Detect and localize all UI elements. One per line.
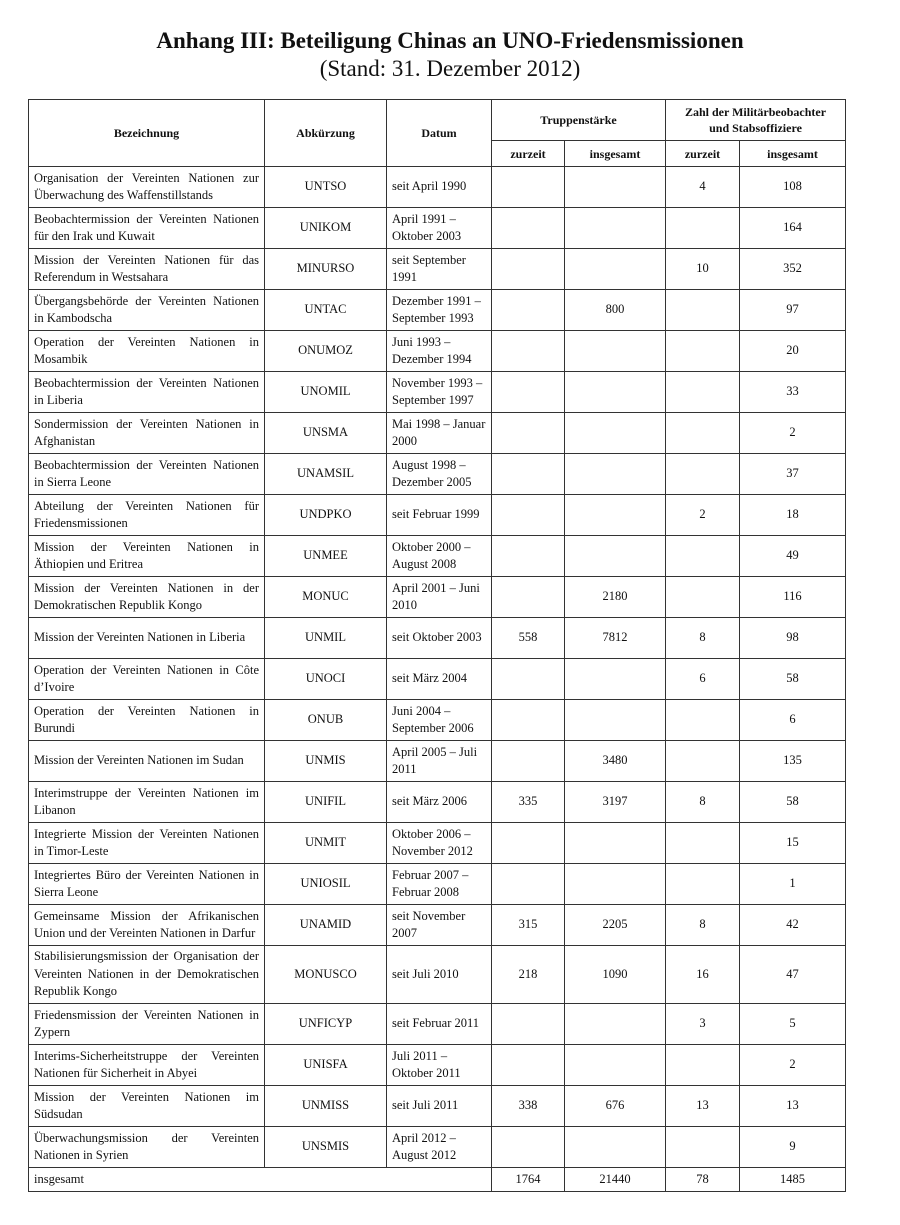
row-beobachter-zurzeit: 16	[666, 946, 740, 1004]
row-name: Mission der Vereinten Nationen in Äthiopien und Eritrea	[29, 536, 265, 577]
row-name: Abteilung der Vereinten Nationen für Friedensmissionen	[29, 495, 265, 536]
row-truppen-zurzeit: 315	[492, 905, 565, 946]
row-truppen-insgesamt: 3480	[565, 741, 666, 782]
row-abbreviation: UNMIL	[265, 618, 387, 659]
row-name: Überwachungsmission der Vereinten Nationen in Syrien	[29, 1127, 265, 1168]
row-truppen-insgesamt	[565, 1045, 666, 1086]
row-date: April 2005 – Juli 2011	[387, 741, 492, 782]
row-date: seit April 1990	[387, 167, 492, 208]
header-militaerbeobachter-line1: Zahl der Militärbeobachter	[684, 105, 827, 119]
row-date: seit Juli 2010	[387, 946, 492, 1004]
header-bezeichnung: Bezeichnung	[29, 100, 265, 167]
row-beobachter-zurzeit: 8	[666, 905, 740, 946]
row-beobachter-insgesamt: 97	[740, 290, 846, 331]
row-beobachter-zurzeit	[666, 823, 740, 864]
row-name: Stabilisierungsmission der Organisation der Vereinten Nationen in der Demokratischen Republik Kongo	[29, 946, 265, 1004]
row-truppen-zurzeit: 218	[492, 946, 565, 1004]
row-date: April 2012 – August 2012	[387, 1127, 492, 1168]
row-truppen-zurzeit	[492, 823, 565, 864]
row-date: seit Februar 2011	[387, 1004, 492, 1045]
row-name: Integriertes Büro der Vereinten Nationen in Sierra Leone	[29, 864, 265, 905]
row-beobachter-insgesamt: 13	[740, 1086, 846, 1127]
row-truppen-insgesamt	[565, 700, 666, 741]
table-row	[29, 659, 846, 700]
row-abbreviation: UNMISS	[265, 1086, 387, 1127]
row-name: Mission der Vereinten Nationen in der Demokratischen Republik Kongo	[29, 577, 265, 618]
row-truppen-zurzeit	[492, 536, 565, 577]
row-date: Oktober 2006 – November 2012	[387, 823, 492, 864]
row-beobachter-zurzeit: 10	[666, 249, 740, 290]
row-truppen-zurzeit	[492, 167, 565, 208]
row-abbreviation: UNIFIL	[265, 782, 387, 823]
row-truppen-insgesamt	[565, 864, 666, 905]
table-row	[29, 1004, 846, 1045]
row-beobachter-insgesamt: 116	[740, 577, 846, 618]
row-truppen-insgesamt	[565, 536, 666, 577]
row-beobachter-zurzeit: 8	[666, 618, 740, 659]
row-beobachter-insgesamt: 135	[740, 741, 846, 782]
row-date: Juli 2011 – Oktober 2011	[387, 1045, 492, 1086]
row-beobachter-insgesamt: 6	[740, 700, 846, 741]
row-date: seit Oktober 2003	[387, 618, 492, 659]
row-truppen-insgesamt	[565, 372, 666, 413]
row-beobachter-zurzeit: 3	[666, 1004, 740, 1045]
table-row	[29, 577, 846, 618]
row-name: Interims-Sicherheitstruppe der Vereinten Nationen für Sicherheit in Abyei	[29, 1045, 265, 1086]
header-datum: Datum	[387, 100, 492, 167]
row-truppen-zurzeit	[492, 1127, 565, 1168]
row-date: seit September 1991	[387, 249, 492, 290]
header-truppenstaerke: Truppenstärke	[492, 100, 666, 141]
row-truppen-zurzeit	[492, 454, 565, 495]
row-beobachter-insgesamt: 58	[740, 782, 846, 823]
total-truppen-zurzeit: 1764	[492, 1168, 565, 1192]
row-truppen-insgesamt	[565, 823, 666, 864]
row-beobachter-zurzeit: 2	[666, 495, 740, 536]
row-name: Sondermission der Vereinten Nationen in Afghanistan	[29, 413, 265, 454]
row-abbreviation: UNMIT	[265, 823, 387, 864]
row-truppen-insgesamt: 1090	[565, 946, 666, 1004]
row-beobachter-zurzeit	[666, 864, 740, 905]
row-date: Juni 1993 – Dezember 1994	[387, 331, 492, 372]
row-truppen-zurzeit	[492, 372, 565, 413]
row-truppen-insgesamt	[565, 454, 666, 495]
row-beobachter-insgesamt: 164	[740, 208, 846, 249]
row-beobachter-zurzeit	[666, 372, 740, 413]
header-row-top	[29, 100, 846, 141]
header-militaerbeobachter	[666, 100, 846, 141]
row-abbreviation: UNAMSIL	[265, 454, 387, 495]
row-date: April 1991 – Oktober 2003	[387, 208, 492, 249]
document-subtitle: (Stand: 31. Dezember 2012)	[319, 56, 581, 81]
row-truppen-insgesamt: 800	[565, 290, 666, 331]
table-row	[29, 618, 846, 659]
row-beobachter-zurzeit	[666, 700, 740, 741]
row-date: November 1993 – September 1997	[387, 372, 492, 413]
row-truppen-insgesamt: 2180	[565, 577, 666, 618]
row-date: Dezember 1991 – September 1993	[387, 290, 492, 331]
row-abbreviation: UNDPKO	[265, 495, 387, 536]
row-abbreviation: UNIKOM	[265, 208, 387, 249]
table-row	[29, 290, 846, 331]
row-truppen-insgesamt: 3197	[565, 782, 666, 823]
total-truppen-insgesamt: 21440	[565, 1168, 666, 1192]
row-beobachter-zurzeit: 4	[666, 167, 740, 208]
row-beobachter-insgesamt: 47	[740, 946, 846, 1004]
row-abbreviation: UNIOSIL	[265, 864, 387, 905]
row-beobachter-zurzeit: 6	[666, 659, 740, 700]
total-row	[29, 1168, 846, 1192]
table-row	[29, 454, 846, 495]
row-truppen-zurzeit	[492, 331, 565, 372]
row-beobachter-insgesamt: 5	[740, 1004, 846, 1045]
row-truppen-insgesamt	[565, 495, 666, 536]
row-abbreviation: MONUC	[265, 577, 387, 618]
row-truppen-insgesamt	[565, 659, 666, 700]
row-name: Beobachtermission der Vereinten Nationen in Sierra Leone	[29, 454, 265, 495]
header-militaerbeobachter-line2: und Stabsoffiziere	[709, 121, 802, 135]
row-abbreviation: ONUMOZ	[265, 331, 387, 372]
row-truppen-zurzeit	[492, 700, 565, 741]
table-row	[29, 946, 846, 1004]
row-abbreviation: MINURSO	[265, 249, 387, 290]
row-abbreviation: UNFICYP	[265, 1004, 387, 1045]
row-date: seit März 2006	[387, 782, 492, 823]
missions-table	[28, 99, 846, 1192]
row-truppen-insgesamt	[565, 413, 666, 454]
row-name: Operation der Vereinten Nationen in Côte d’Ivoire	[29, 659, 265, 700]
table-row	[29, 864, 846, 905]
row-abbreviation: UNAMID	[265, 905, 387, 946]
row-beobachter-insgesamt: 2	[740, 1045, 846, 1086]
row-date: August 1998 – Dezember 2005	[387, 454, 492, 495]
row-name: Gemeinsame Mission der Afrikanischen Union und der Vereinten Nationen in Darfur	[29, 905, 265, 946]
row-beobachter-insgesamt: 49	[740, 536, 846, 577]
table-row	[29, 905, 846, 946]
row-truppen-insgesamt	[565, 331, 666, 372]
row-name: Organisation der Vereinten Nationen zur Überwachung des Waffenstillstands	[29, 167, 265, 208]
table-row	[29, 208, 846, 249]
row-name: Operation der Vereinten Nationen in Mosambik	[29, 331, 265, 372]
header-truppen-zurzeit: zurzeit	[492, 141, 565, 167]
table-row	[29, 741, 846, 782]
row-truppen-zurzeit	[492, 290, 565, 331]
row-date: seit November 2007	[387, 905, 492, 946]
row-truppen-insgesamt	[565, 249, 666, 290]
table-row	[29, 372, 846, 413]
row-truppen-insgesamt: 676	[565, 1086, 666, 1127]
row-name: Mission der Vereinten Nationen im Sudan	[29, 741, 265, 782]
header-truppen-insgesamt: insgesamt	[565, 141, 666, 167]
document-title: Anhang III: Beteiligung Chinas an UNO-Friedensmissionen	[156, 28, 744, 53]
row-abbreviation: UNTSO	[265, 167, 387, 208]
row-date: seit März 2004	[387, 659, 492, 700]
table-row	[29, 167, 846, 208]
total-beobachter-zurzeit: 78	[666, 1168, 740, 1192]
row-truppen-insgesamt	[565, 1127, 666, 1168]
row-beobachter-insgesamt: 20	[740, 331, 846, 372]
table-row	[29, 1045, 846, 1086]
table-row	[29, 782, 846, 823]
row-truppen-zurzeit	[492, 1004, 565, 1045]
row-beobachter-insgesamt: 18	[740, 495, 846, 536]
row-truppen-zurzeit	[492, 413, 565, 454]
table-row	[29, 1127, 846, 1168]
row-abbreviation: UNMEE	[265, 536, 387, 577]
row-truppen-zurzeit	[492, 864, 565, 905]
row-beobachter-zurzeit	[666, 454, 740, 495]
row-date: seit Februar 1999	[387, 495, 492, 536]
row-truppen-zurzeit	[492, 495, 565, 536]
header-beobachter-insgesamt: insgesamt	[740, 141, 846, 167]
row-truppen-insgesamt: 2205	[565, 905, 666, 946]
row-beobachter-zurzeit	[666, 1127, 740, 1168]
table-row	[29, 1086, 846, 1127]
row-truppen-insgesamt: 7812	[565, 618, 666, 659]
row-truppen-zurzeit	[492, 741, 565, 782]
table-row	[29, 536, 846, 577]
table-body	[29, 167, 846, 1168]
row-beobachter-zurzeit	[666, 536, 740, 577]
row-beobachter-zurzeit: 8	[666, 782, 740, 823]
row-name: Mission der Vereinten Nationen in Liberia	[29, 618, 265, 659]
row-beobachter-insgesamt: 98	[740, 618, 846, 659]
row-beobachter-zurzeit	[666, 1045, 740, 1086]
row-truppen-zurzeit	[492, 659, 565, 700]
row-abbreviation: UNMIS	[265, 741, 387, 782]
row-beobachter-insgesamt: 2	[740, 413, 846, 454]
row-truppen-zurzeit	[492, 208, 565, 249]
total-beobachter-insgesamt: 1485	[740, 1168, 846, 1192]
row-truppen-zurzeit	[492, 1045, 565, 1086]
row-truppen-zurzeit	[492, 249, 565, 290]
row-name: Beobachtermission der Vereinten Nationen für den Irak und Kuwait	[29, 208, 265, 249]
row-beobachter-zurzeit: 13	[666, 1086, 740, 1127]
row-truppen-zurzeit	[492, 577, 565, 618]
row-truppen-insgesamt	[565, 1004, 666, 1045]
row-name: Friedensmission der Vereinten Nationen in Zypern	[29, 1004, 265, 1045]
row-name: Operation der Vereinten Nationen in Burundi	[29, 700, 265, 741]
row-truppen-insgesamt	[565, 167, 666, 208]
row-name: Beobachtermission der Vereinten Nationen in Liberia	[29, 372, 265, 413]
row-beobachter-zurzeit	[666, 290, 740, 331]
row-abbreviation: UNISFA	[265, 1045, 387, 1086]
table-row	[29, 413, 846, 454]
row-beobachter-insgesamt: 37	[740, 454, 846, 495]
row-date: Mai 1998 – Januar 2000	[387, 413, 492, 454]
table-row	[29, 700, 846, 741]
row-beobachter-zurzeit	[666, 577, 740, 618]
row-name: Übergangsbehörde der Vereinten Nationen in Kambodscha	[29, 290, 265, 331]
header-abkuerzung: Abkürzung	[265, 100, 387, 167]
row-beobachter-zurzeit	[666, 413, 740, 454]
row-date: Februar 2007 – Februar 2008	[387, 864, 492, 905]
row-date: seit Juli 2011	[387, 1086, 492, 1127]
table-row	[29, 495, 846, 536]
row-date: Oktober 2000 – August 2008	[387, 536, 492, 577]
row-date: April 2001 – Juni 2010	[387, 577, 492, 618]
row-name: Interimstruppe der Vereinten Nationen im Libanon	[29, 782, 265, 823]
row-name: Integrierte Mission der Vereinten Nationen in Timor-Leste	[29, 823, 265, 864]
row-name: Mission der Vereinten Nationen im Südsudan	[29, 1086, 265, 1127]
row-abbreviation: UNOMIL	[265, 372, 387, 413]
row-beobachter-zurzeit	[666, 741, 740, 782]
row-abbreviation: UNTAC	[265, 290, 387, 331]
row-beobachter-insgesamt: 42	[740, 905, 846, 946]
row-beobachter-insgesamt: 1	[740, 864, 846, 905]
row-beobachter-insgesamt: 352	[740, 249, 846, 290]
row-date: Juni 2004 – September 2006	[387, 700, 492, 741]
row-beobachter-insgesamt: 108	[740, 167, 846, 208]
row-truppen-zurzeit: 558	[492, 618, 565, 659]
row-beobachter-insgesamt: 15	[740, 823, 846, 864]
table-row	[29, 331, 846, 372]
row-abbreviation: UNSMA	[265, 413, 387, 454]
row-abbreviation: MONUSCO	[265, 946, 387, 1004]
row-name: Mission der Vereinten Nationen für das Referendum in Westsahara	[29, 249, 265, 290]
row-abbreviation: UNSMIS	[265, 1127, 387, 1168]
row-truppen-zurzeit: 335	[492, 782, 565, 823]
row-beobachter-insgesamt: 9	[740, 1127, 846, 1168]
table-row	[29, 823, 846, 864]
header-beobachter-zurzeit: zurzeit	[666, 141, 740, 167]
table-row	[29, 249, 846, 290]
row-abbreviation: ONUB	[265, 700, 387, 741]
row-beobachter-insgesamt: 33	[740, 372, 846, 413]
row-beobachter-zurzeit	[666, 331, 740, 372]
row-truppen-zurzeit: 338	[492, 1086, 565, 1127]
row-beobachter-insgesamt: 58	[740, 659, 846, 700]
row-truppen-insgesamt	[565, 208, 666, 249]
row-abbreviation: UNOCI	[265, 659, 387, 700]
total-label: insgesamt	[29, 1168, 492, 1192]
row-beobachter-zurzeit	[666, 208, 740, 249]
